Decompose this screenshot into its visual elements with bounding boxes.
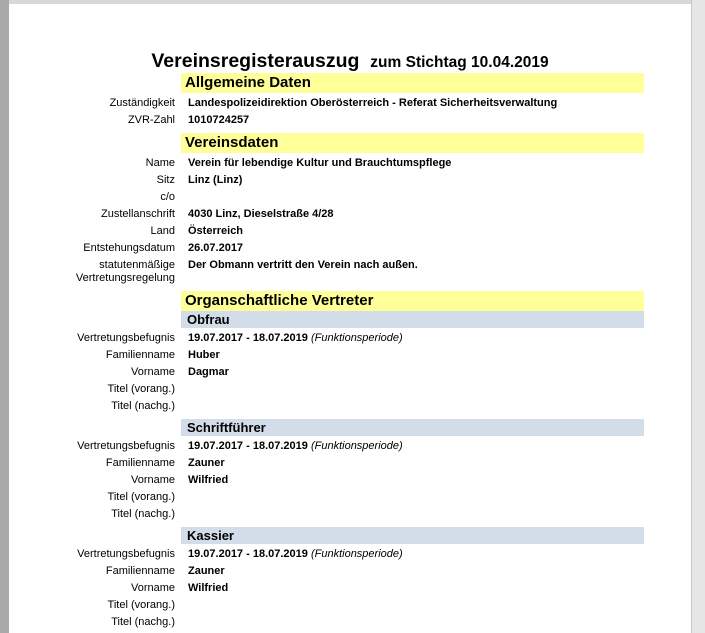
label-familienname: Familienname — [105, 565, 175, 577]
value-vorname: Wilfried — [188, 474, 229, 486]
value-vorname: Dagmar — [188, 366, 229, 378]
period-dates: 19.07.2017 - 18.07.2019 — [188, 548, 308, 560]
section-organschaftliche-vertreter: Organschaftliche Vertreter — [181, 291, 644, 311]
value-sitz: Linz (Linz) — [188, 174, 243, 186]
value-familienname: Huber — [188, 349, 220, 361]
value-vorname: Wilfried — [188, 582, 229, 594]
label-vertretungsbefugnis: Vertretungsbefugnis — [77, 548, 175, 560]
value-entstehungsdatum: 26.07.2017 — [188, 242, 244, 254]
section-allgemeine-daten: Allgemeine Daten — [181, 73, 644, 93]
viewer-left-gutter — [0, 0, 9, 633]
label-titel-nachg: Titel (nachg.) — [111, 508, 175, 520]
viewer-scrollbar[interactable] — [691, 0, 705, 633]
label-familienname: Familienname — [105, 457, 175, 469]
label-zustaendigkeit: Zuständigkeit — [109, 97, 175, 109]
value-familienname: Zauner — [188, 457, 225, 469]
value-zustaendigkeit: Landespolizeidirektion Oberösterreich - Referat Sicherheitsverwaltung — [188, 97, 558, 109]
label-land: Land — [150, 225, 175, 237]
person-role-schriftfuehrer: Schriftführer — [181, 419, 644, 436]
period-note: (Funktionsperiode) — [310, 332, 403, 344]
value-vertretungsbefugnis — [188, 548, 403, 560]
label-vorname: Vorname — [130, 582, 175, 594]
value-zvr-zahl: 1010724257 — [188, 114, 250, 126]
label-name: Name — [145, 157, 175, 169]
value-land: Österreich — [188, 225, 244, 237]
label-vorname: Vorname — [130, 366, 175, 378]
label-vertretungsregelung-line2: Vertretungsregelung — [75, 272, 175, 284]
label-titel-vorang: Titel (vorang.) — [107, 599, 175, 611]
period-dates: 19.07.2017 - 18.07.2019 — [188, 332, 308, 344]
value-vertretungsregelung: Der Obmann vertritt den Verein nach außen. — [188, 259, 418, 271]
document-page — [9, 4, 691, 633]
period-note: (Funktionsperiode) — [310, 548, 403, 560]
label-zustellanschrift: Zustellanschrift — [101, 208, 175, 220]
label-zvr-zahl: ZVR-Zahl — [127, 114, 175, 126]
title-date: zum Stichtag 10.04.2019 — [370, 54, 549, 71]
label-vertretungsregelung-line1: statutenmäßige — [99, 259, 175, 271]
document-title — [9, 50, 691, 73]
label-sitz: Sitz — [156, 174, 175, 186]
label-vertretungsbefugnis: Vertretungsbefugnis — [77, 440, 175, 452]
label-titel-vorang: Titel (vorang.) — [107, 491, 175, 503]
period-dates: 19.07.2017 - 18.07.2019 — [188, 440, 308, 452]
period-note: (Funktionsperiode) — [310, 440, 403, 452]
title-text: Vereinsregisterauszug — [151, 50, 360, 72]
label-vertretungsbefugnis: Vertretungsbefugnis — [77, 332, 175, 344]
label-titel-vorang: Titel (vorang.) — [107, 383, 175, 395]
value-vertretungsbefugnis — [188, 440, 403, 452]
value-zustellanschrift: 4030 Linz, Dieselstraße 4/28 — [188, 208, 334, 220]
person-role-kassier: Kassier — [181, 527, 644, 544]
label-entstehungsdatum: Entstehungsdatum — [83, 242, 175, 254]
label-co: c/o — [160, 191, 175, 203]
label-familienname: Familienname — [105, 349, 175, 361]
value-vertretungsbefugnis — [188, 332, 403, 344]
label-vorname: Vorname — [130, 474, 175, 486]
label-vertretungsregelung — [76, 259, 175, 285]
value-name: Verein für lebendige Kultur und Brauchtumspflege — [188, 157, 452, 169]
value-familienname: Zauner — [188, 565, 225, 577]
section-vereinsdaten: Vereinsdaten — [181, 133, 644, 153]
label-titel-nachg: Titel (nachg.) — [111, 400, 175, 412]
person-role-obfrau: Obfrau — [181, 311, 644, 328]
label-titel-nachg: Titel (nachg.) — [111, 616, 175, 628]
